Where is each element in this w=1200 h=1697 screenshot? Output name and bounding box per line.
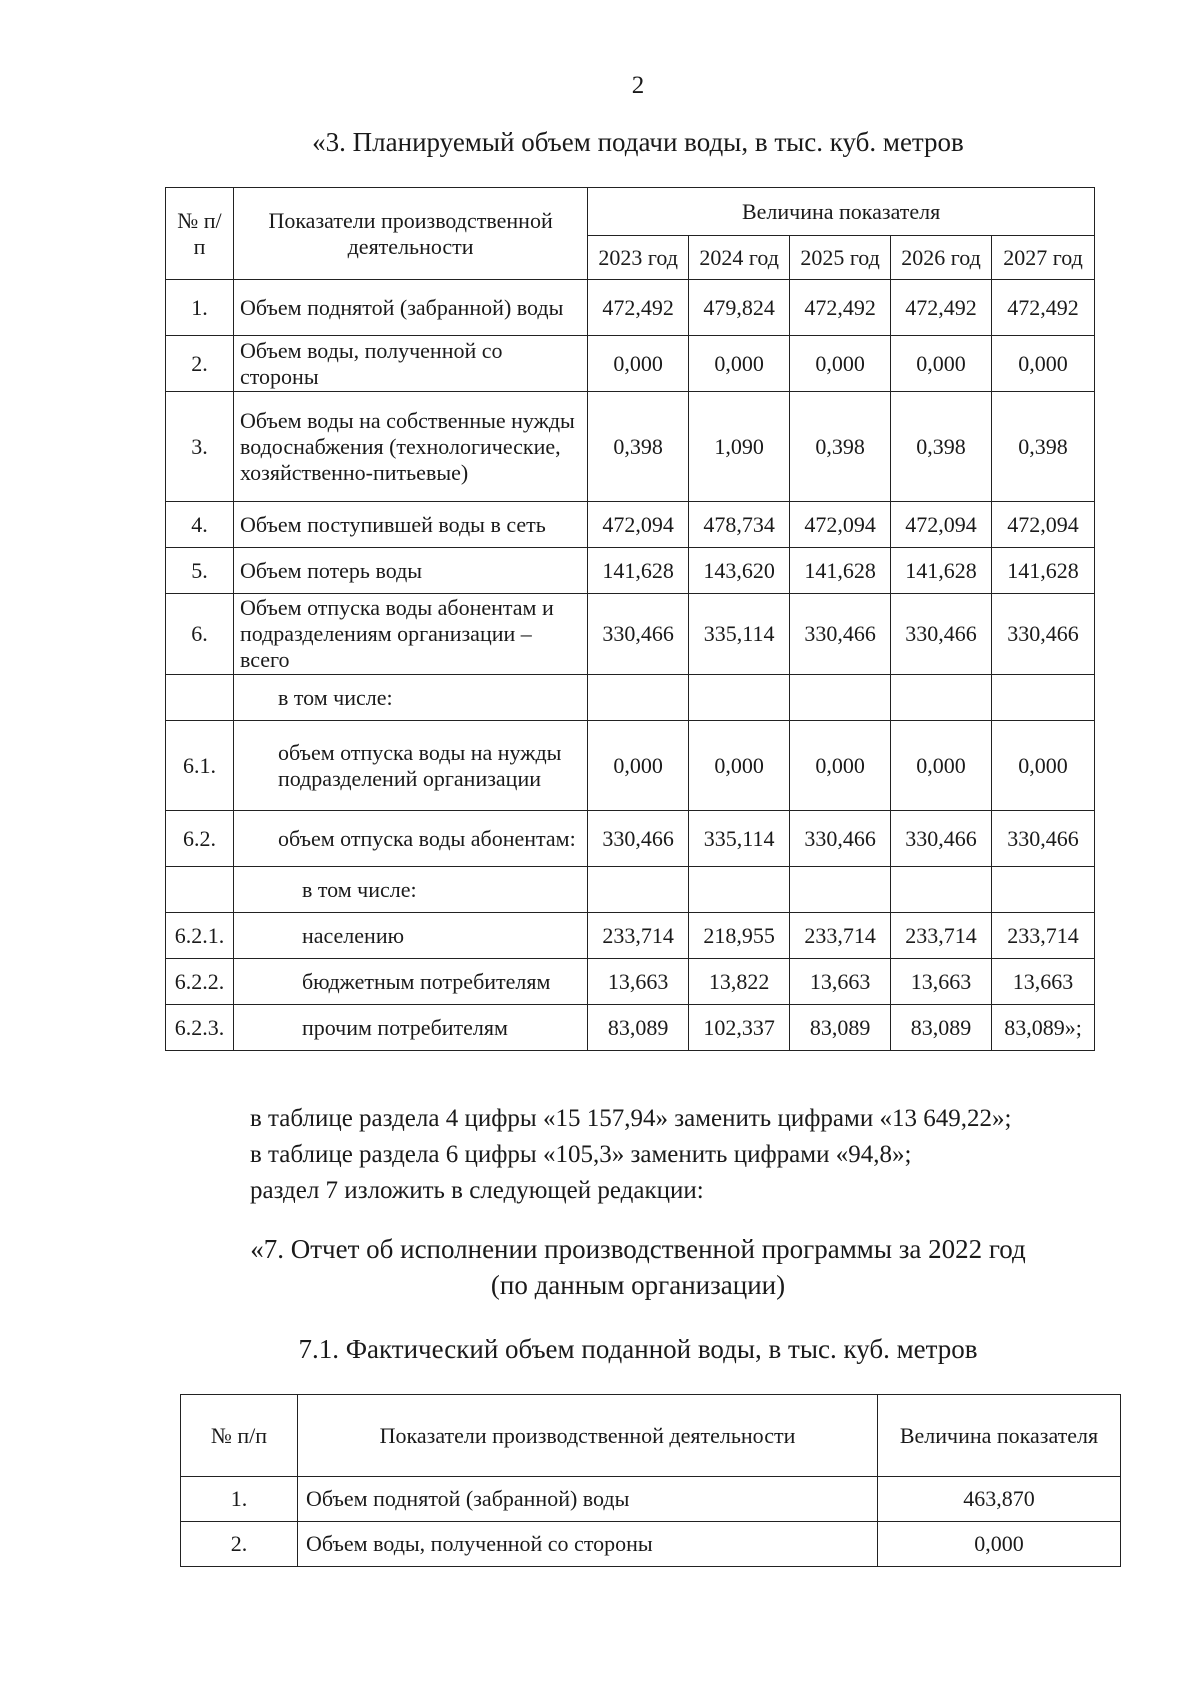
row-value: 472,492: [588, 280, 689, 336]
row-value: 330,466: [588, 594, 689, 675]
row-value: [790, 675, 891, 721]
paragraph-3: раздел 7 изложить в следующей редакции:: [250, 1177, 704, 1204]
planned-volume-table: [165, 187, 1095, 1051]
row-label: в том числе:: [233, 675, 587, 721]
table-row: [166, 675, 1095, 721]
table-row: [166, 502, 1095, 548]
section71-subtitle: 7.1. Фактический объем поданной воды, в тыс. куб. метров: [298, 1334, 978, 1364]
page-number: 2: [631, 72, 645, 99]
row-value: 0,000: [891, 721, 992, 811]
header-num: № п/п: [166, 188, 234, 280]
table-row: [166, 336, 1095, 392]
row-num: 2.: [181, 1522, 298, 1567]
header-year: 2026 год: [891, 236, 992, 280]
row-label: Объем поднятой (забранной) воды: [298, 1477, 878, 1522]
table-row: [166, 1005, 1095, 1051]
row-num: 6.2.: [166, 811, 234, 867]
row-value: 0,000: [689, 721, 790, 811]
row-value: 83,089: [790, 1005, 891, 1051]
row-value: 83,089»;: [992, 1005, 1095, 1051]
row-value: 330,466: [891, 594, 992, 675]
row-num: 6.2.3.: [166, 1005, 234, 1051]
row-label: объем отпуска воды абонентам:: [233, 811, 587, 867]
row-label: Объем воды на собственные нужды водоснабжения (технологические, хозяйственно-питьевые): [233, 392, 587, 502]
row-value: 13,663: [992, 959, 1095, 1005]
row-value: 83,089: [588, 1005, 689, 1051]
table-row: [166, 280, 1095, 336]
actual-volume-table: [180, 1394, 1121, 1567]
table-row: [166, 811, 1095, 867]
row-value: 330,466: [992, 594, 1095, 675]
table-header-row: [181, 1395, 1121, 1477]
row-value: 1,090: [689, 392, 790, 502]
header-indicator: Показатели производственной деятельности: [298, 1395, 878, 1477]
row-value: 463,870: [878, 1477, 1121, 1522]
header-value-group: Величина показателя: [588, 188, 1095, 236]
row-value: 0,398: [992, 392, 1095, 502]
table-row: [166, 867, 1095, 913]
row-num: 6.1.: [166, 721, 234, 811]
header-year: 2025 год: [790, 236, 891, 280]
row-value: 141,628: [588, 548, 689, 594]
row-value: 0,000: [588, 721, 689, 811]
row-value: [992, 675, 1095, 721]
row-label: населению: [233, 913, 587, 959]
row-value: 472,492: [891, 280, 992, 336]
row-label: Объем поднятой (забранной) воды: [233, 280, 587, 336]
row-label: Объем потерь воды: [233, 548, 587, 594]
header-year: 2024 год: [689, 236, 790, 280]
row-value: 0,000: [790, 336, 891, 392]
row-num: 6.2.1.: [166, 913, 234, 959]
row-num: 6.: [166, 594, 234, 675]
row-value: 83,089: [891, 1005, 992, 1051]
row-value: [588, 675, 689, 721]
row-value: 13,663: [790, 959, 891, 1005]
table-row: [166, 913, 1095, 959]
row-value: 330,466: [790, 594, 891, 675]
table-header-row: [166, 188, 1095, 236]
row-num: 1.: [181, 1477, 298, 1522]
paragraph-1: в таблице раздела 4 цифры «15 157,94» заменить цифрами «13 649,22»;: [250, 1105, 1012, 1132]
table-row: [166, 594, 1095, 675]
row-value: 141,628: [992, 548, 1095, 594]
row-value: 233,714: [992, 913, 1095, 959]
row-value: 330,466: [992, 811, 1095, 867]
header-indicator: Показатели производственной деятельности: [233, 188, 587, 280]
row-value: [891, 675, 992, 721]
row-value: 141,628: [891, 548, 992, 594]
paragraph-2: в таблице раздела 6 цифры «105,3» заменить цифрами «94,8»;: [250, 1141, 912, 1168]
row-value: 233,714: [891, 913, 992, 959]
row-value: 0,000: [878, 1522, 1121, 1567]
section7-title: «7. Отчет об исполнении производственной программы за 2022 год: [250, 1234, 1026, 1264]
row-num: [166, 867, 234, 913]
row-value: 0,000: [992, 336, 1095, 392]
row-value: 102,337: [689, 1005, 790, 1051]
row-value: [992, 867, 1095, 913]
row-value: 472,094: [588, 502, 689, 548]
row-value: 478,734: [689, 502, 790, 548]
section3-title: «3. Планируемый объем подачи воды, в тыс. куб. метров: [312, 127, 964, 157]
row-value: 472,094: [891, 502, 992, 548]
row-value: [891, 867, 992, 913]
row-value: 0,398: [790, 392, 891, 502]
row-value: [790, 867, 891, 913]
row-num: 1.: [166, 280, 234, 336]
row-num: 6.2.2.: [166, 959, 234, 1005]
row-num: 4.: [166, 502, 234, 548]
row-label: Объем отпуска воды абонентам и подразделениям организации – всего: [233, 594, 587, 675]
row-value: 233,714: [790, 913, 891, 959]
row-num: 2.: [166, 336, 234, 392]
table-row: [181, 1477, 1121, 1522]
row-label: прочим потребителям: [233, 1005, 587, 1051]
row-value: [588, 867, 689, 913]
row-value: 0,000: [790, 721, 891, 811]
row-value: 0,000: [689, 336, 790, 392]
row-value: 0,398: [588, 392, 689, 502]
row-label: Объем воды, полученной со стороны: [233, 336, 587, 392]
row-value: 13,663: [588, 959, 689, 1005]
row-label: Объем воды, полученной со стороны: [298, 1522, 878, 1567]
row-value: 472,094: [790, 502, 891, 548]
row-value: 330,466: [588, 811, 689, 867]
row-value: 13,822: [689, 959, 790, 1005]
row-label: в том числе:: [233, 867, 587, 913]
row-value: 0,000: [588, 336, 689, 392]
header-num: № п/п: [181, 1395, 298, 1477]
header-year: 2023 год: [588, 236, 689, 280]
row-value: 330,466: [891, 811, 992, 867]
row-value: 472,492: [790, 280, 891, 336]
row-value: 479,824: [689, 280, 790, 336]
row-value: 472,094: [992, 502, 1095, 548]
row-label: бюджетным потребителям: [233, 959, 587, 1005]
row-label: Объем поступившей воды в сеть: [233, 502, 587, 548]
row-value: 0,000: [992, 721, 1095, 811]
table-row: [166, 548, 1095, 594]
row-value: 13,663: [891, 959, 992, 1005]
row-value: 233,714: [588, 913, 689, 959]
section7-title-sub: (по данным организации): [490, 1270, 786, 1300]
table-row: [181, 1522, 1121, 1567]
row-value: 0,398: [891, 392, 992, 502]
header-value: Величина показателя: [878, 1395, 1121, 1477]
row-num: [166, 675, 234, 721]
row-num: 3.: [166, 392, 234, 502]
row-label: объем отпуска воды на нужды подразделений организации: [233, 721, 587, 811]
row-value: 0,000: [891, 336, 992, 392]
table-row: [166, 392, 1095, 502]
row-value: [689, 675, 790, 721]
row-num: 5.: [166, 548, 234, 594]
row-value: 218,955: [689, 913, 790, 959]
row-value: 141,628: [790, 548, 891, 594]
row-value: 335,114: [689, 811, 790, 867]
table-row: [166, 959, 1095, 1005]
row-value: 330,466: [790, 811, 891, 867]
row-value: 143,620: [689, 548, 790, 594]
row-value: 472,492: [992, 280, 1095, 336]
row-value: 335,114: [689, 594, 790, 675]
row-value: [689, 867, 790, 913]
table-row: [166, 721, 1095, 811]
header-year: 2027 год: [992, 236, 1095, 280]
